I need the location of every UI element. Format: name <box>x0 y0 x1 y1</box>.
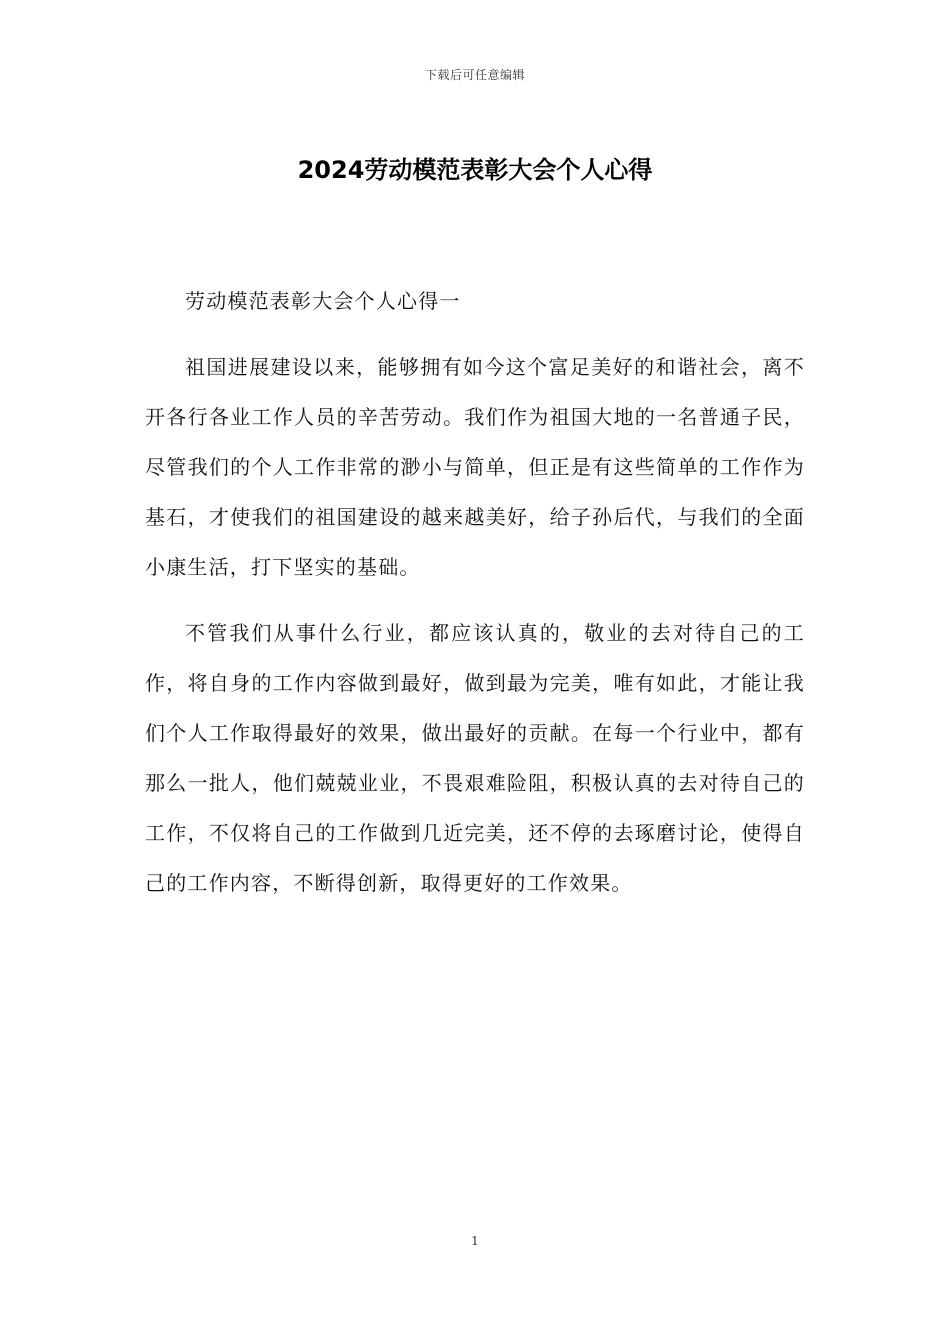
document-body <box>145 276 805 924</box>
section-heading: 劳动模范表彰大会个人心得一 <box>185 289 461 313</box>
page-number: 1 <box>471 1234 479 1248</box>
paragraph-2: 不管我们从事什么行业，都应该认真的，敬业的去对待自己的工作，将自身的工作内容做到最好，做到最为完美，唯有如此，才能让我们个人工作取得最好的效果，做出最好的贡献。在每一个行业中，都有那么一批人，他们兢兢业业，不畏艰难险阻，积极认真的去对待自己的工作，不仅将自己的工作做到几近完美，还不停的去琢磨讨论，使得自己的工作内容，不断得创新，取得更好的工作效果。 <box>145 621 805 895</box>
header-note: 下载后可任意编辑 <box>424 68 525 82</box>
document-title: 2024劳动模范表彰大会个人心得 <box>297 156 653 184</box>
paragraph-1: 祖国进展建设以来，能够拥有如今这个富足美好的和谐社会，离不开各行各业工作人员的辛苦劳动。我们作为祖国大地的一名普通子民，尽管我们的个人工作非常的渺小与简单，但正是有这些简单的工作作为基石，才使我们的祖国建设的越来越美好，给子孙后代，与我们的全面小康生活，打下坚实的基础。 <box>145 355 805 579</box>
